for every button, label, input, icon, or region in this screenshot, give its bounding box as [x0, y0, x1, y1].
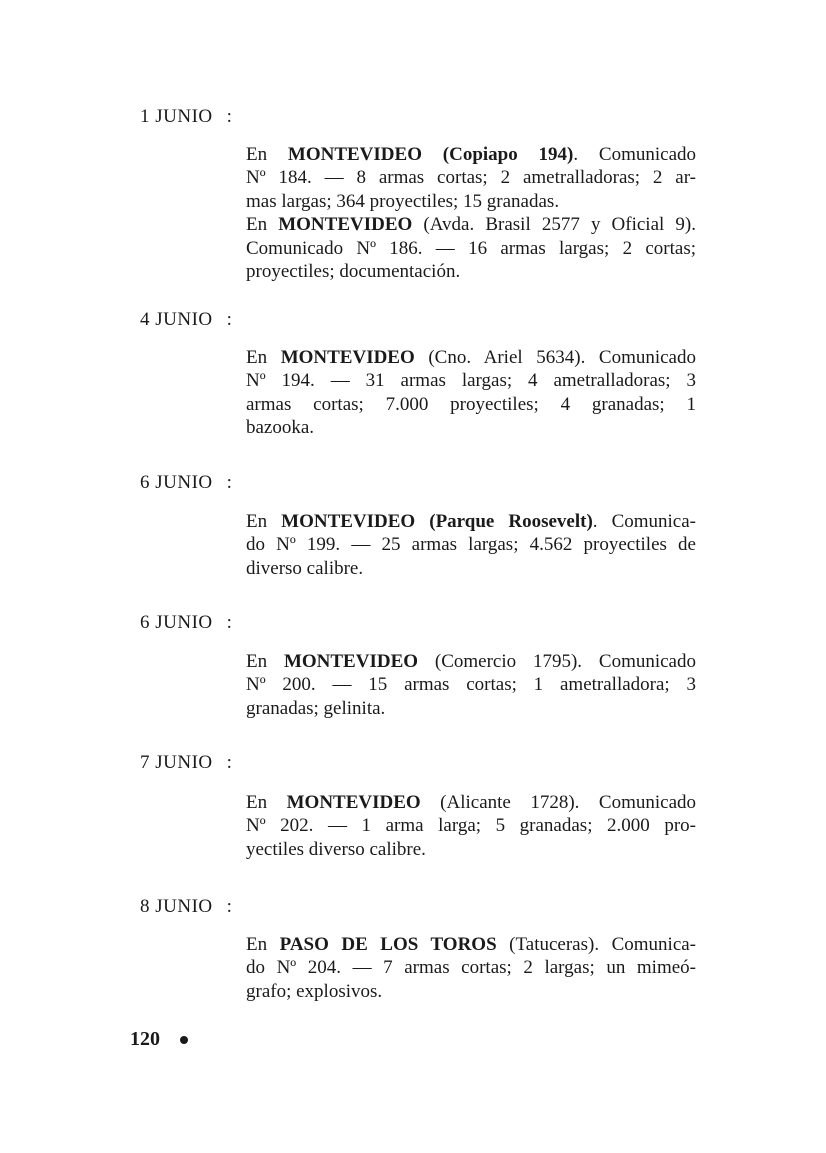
entry-text: En PASO DE LOS TOROS (Tatuceras). Comunica- do Nº 204. — 7 armas cortas; 2 largas; un mimeó- grafo; explosivos. [246, 934, 697, 1002]
entry-date: 7 JUNIO : [140, 752, 233, 773]
page-number: 120 [130, 1028, 160, 1050]
entry-text: En MONTEVIDEO (Copiapo 194). Comunicado Nº 184. — 8 armas cortas; 2 ametralladoras; 2 ar- mas largas; 364 proyectiles; 15 granadas. En MONTEVIDEO (Avda. Brasil 2577 y Oficial 9). Comunicado Nº 186. — 16 armas largas; 2 cortas; proyectiles; documentación. [246, 144, 696, 283]
bullet-icon [180, 1036, 188, 1044]
entry-date: 6 JUNIO : [140, 472, 233, 493]
entry-date: 8 JUNIO : [140, 896, 233, 917]
entry-date: 4 JUNIO : [140, 309, 233, 330]
entry-text: En MONTEVIDEO (Parque Roosevelt). Comunica- do Nº 199. — 25 armas largas; 4.562 proyectiles de diverso calibre. [246, 511, 696, 579]
entry-date: 6 JUNIO : [140, 612, 233, 633]
entry-date: 1 JUNIO : [140, 106, 233, 127]
page-footer [130, 1028, 188, 1051]
entry-text: En MONTEVIDEO (Comercio 1795). Comunicado Nº 200. — 15 armas cortas; 1 ametralladora; 3 granadas; gelinita. [246, 651, 696, 719]
entry-text: En MONTEVIDEO (Cno. Ariel 5634). Comunicado Nº 194. — 31 armas largas; 4 ametralladoras; 3 armas cortas; 7.000 proyectiles; 4 granadas; 1 bazooka. [246, 347, 696, 439]
entry-text: En MONTEVIDEO (Alicante 1728). Comunicado Nº 202. — 1 arma larga; 5 granadas; 2.000 pro- yectiles diverso calibre. [246, 792, 697, 860]
